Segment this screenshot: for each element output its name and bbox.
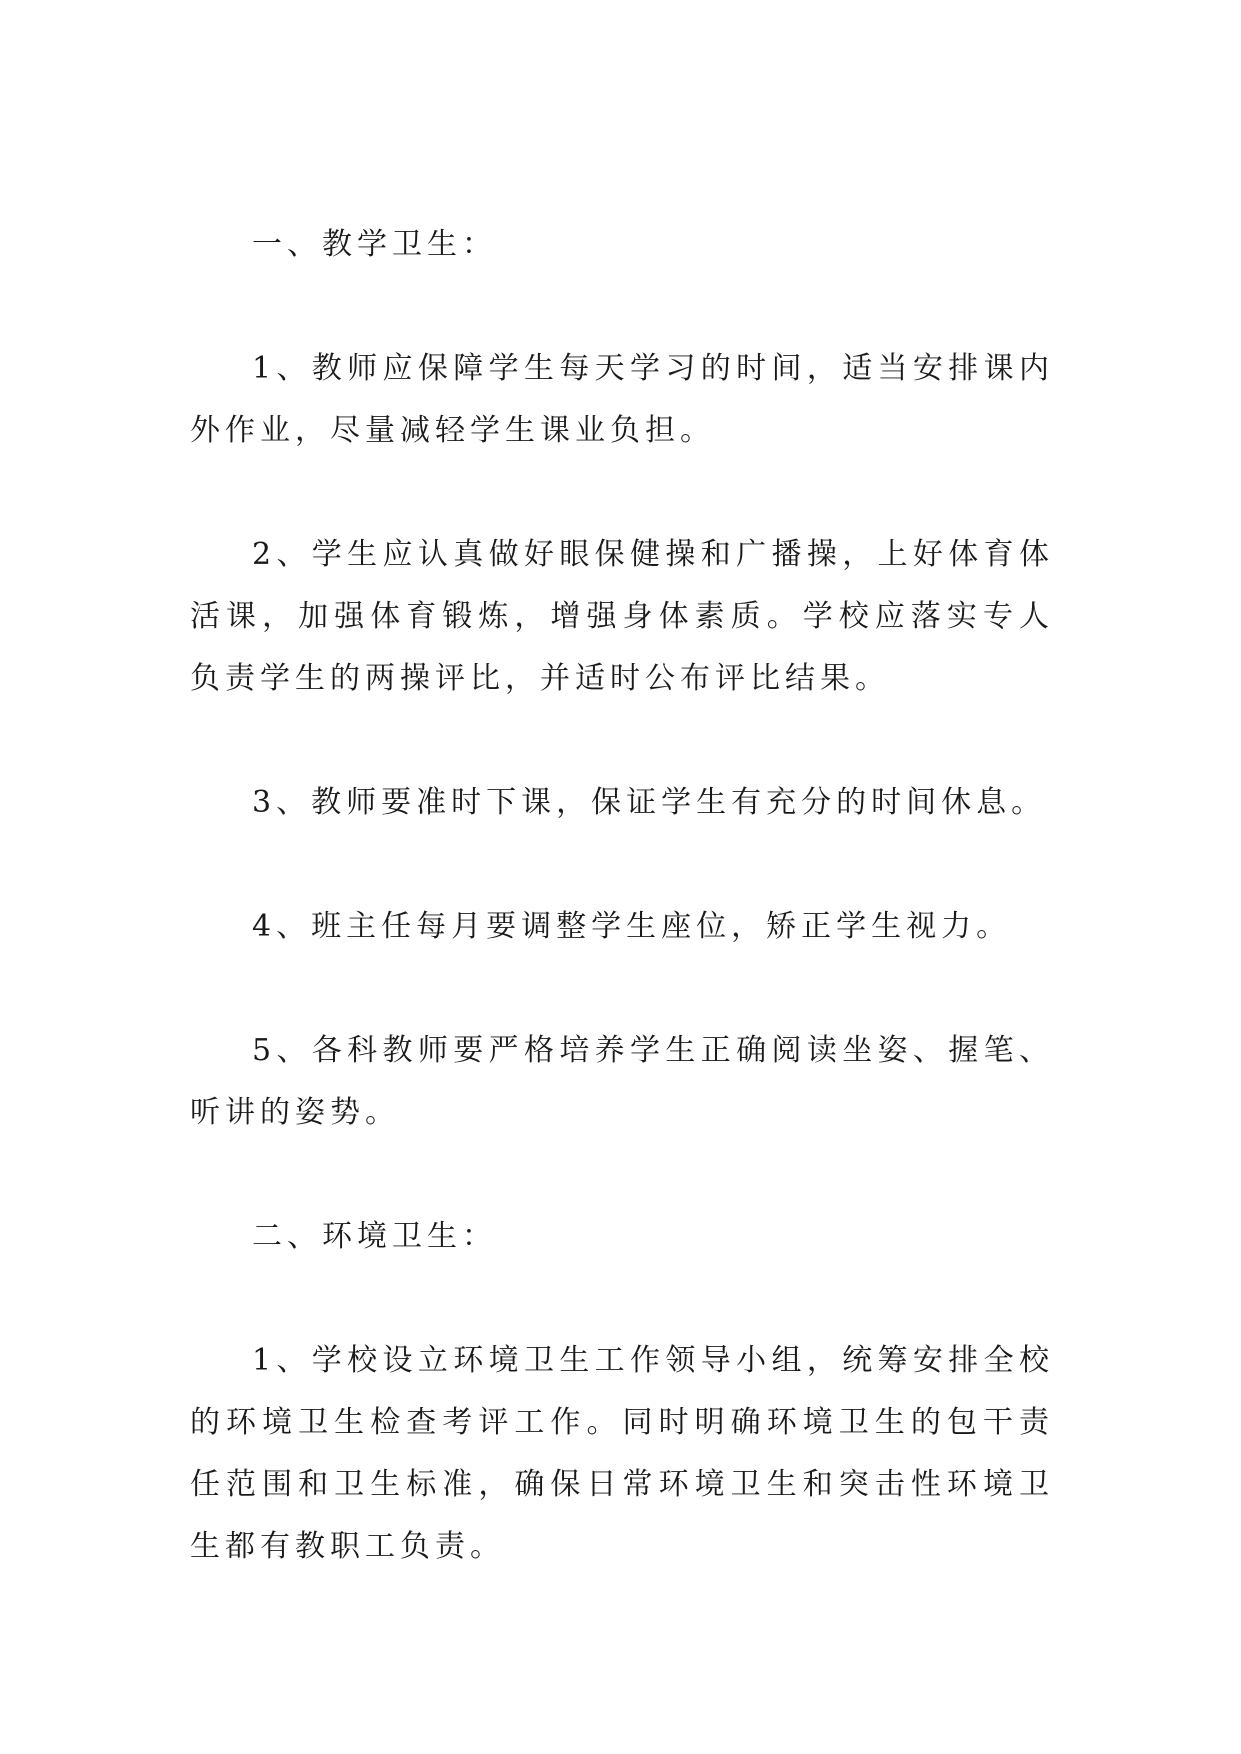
section-heading-teaching-hygiene: 一、教学卫生：	[252, 227, 497, 262]
teaching-item-5: 5、各科教师要严格培养学生正确阅读坐姿、握笔、听讲的姿势。	[190, 1033, 1054, 1130]
teaching-item-1: 1、教师应保障学生每天学习的时间，适当安排课内外作业，尽量减轻学生课业负担。	[190, 351, 1054, 448]
teaching-item-2: 2、学生应认真做好眼保健操和广播操，上好体育体活课，加强体育锻炼，增强身体素质。学校应落实专人负责学生的两操评比，并适时公布评比结果。	[190, 537, 1054, 696]
teaching-item-3: 3、教师要准时下课，保证学生有充分的时间休息。	[252, 785, 1047, 820]
environment-item-1: 1、学校设立环境卫生工作领导小组，统筹安排全校的环境卫生检查考评工作。同时明确环境卫生的包干责任范围和卫生标准，确保日常环境卫生和突击性环境卫生都有教职工负责。	[190, 1343, 1054, 1564]
document-body	[190, 214, 1054, 1640]
teaching-item-4: 4、班主任每月要调整学生座位，矫正学生视力。	[252, 909, 1012, 944]
section-heading-environment-hygiene: 二、环境卫生：	[252, 1219, 497, 1254]
